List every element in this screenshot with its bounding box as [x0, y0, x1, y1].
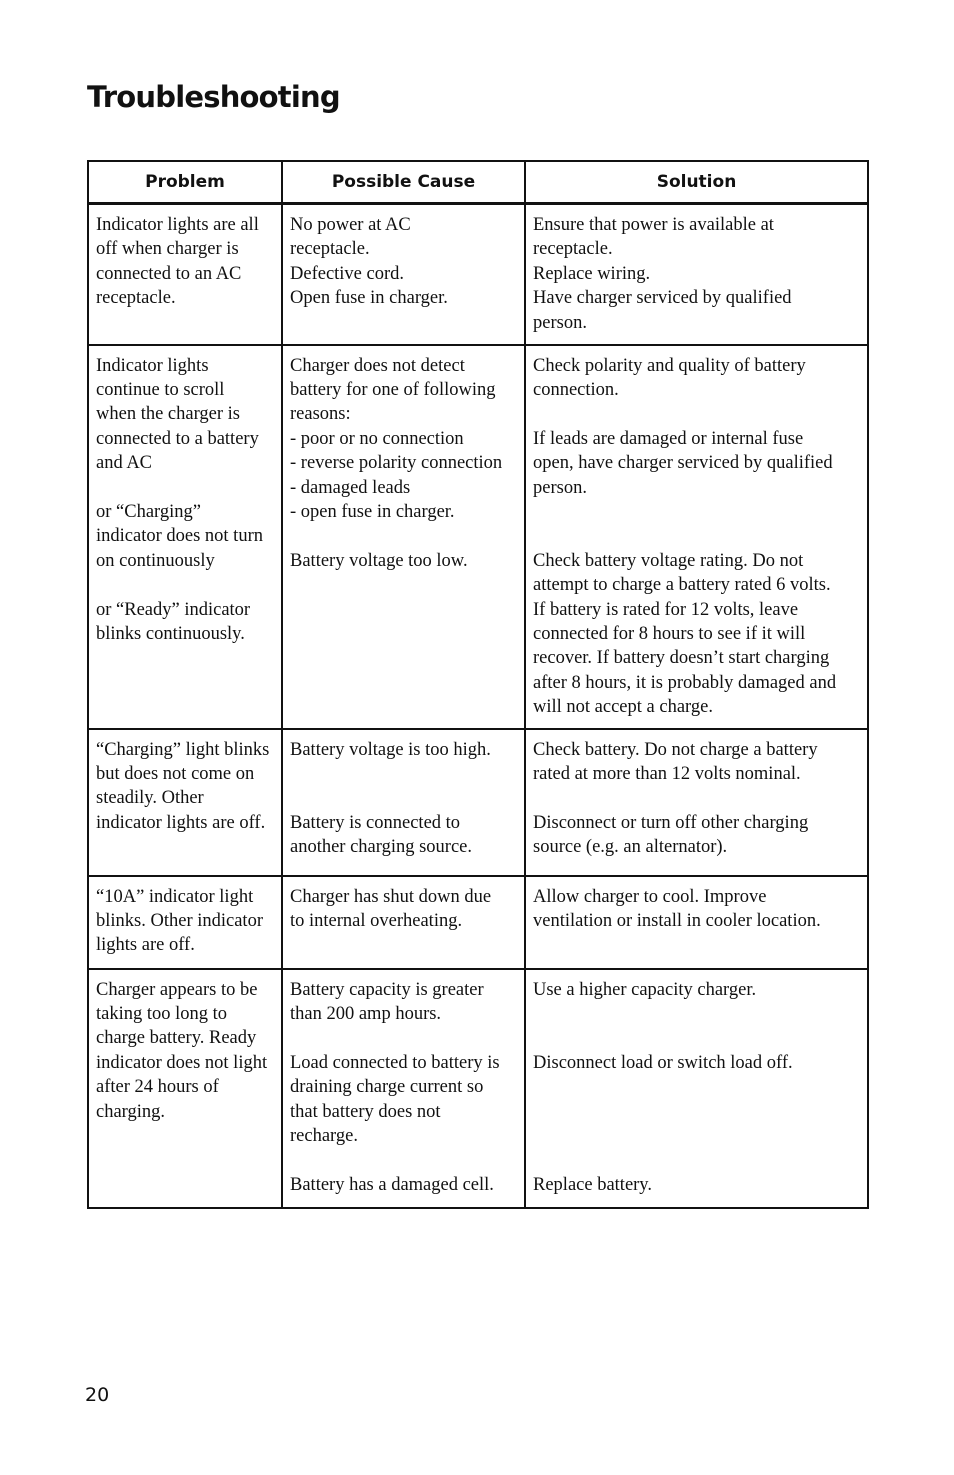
problem-cell: “Charging” light blinks but does not come on steadily. Other indicator lights are off. — [88, 729, 282, 876]
table-row — [88, 876, 868, 969]
problem-cell: Charger appears to be taking too long to charge battery. Ready indicator does not light after 24 hours of charging. — [88, 969, 282, 1208]
troubleshooting-table — [87, 160, 869, 1209]
solution-cell: Use a higher capacity charger. Disconnect load or switch load off. Replace battery. — [525, 969, 868, 1208]
solution-cell: Allow charger to cool. Improve ventilation or install in cooler location. — [525, 876, 868, 969]
problem-cell: “10A” indicator light blinks. Other indicator lights are off. — [88, 876, 282, 969]
table-row — [88, 729, 868, 876]
cause-cell: Charger has shut down due to internal overheating. — [282, 876, 525, 969]
cause-cell: No power at AC receptacle. Defective cord. Open fuse in charger. — [282, 204, 525, 345]
table-row — [88, 345, 868, 729]
table-row — [88, 204, 868, 345]
table-header-row — [88, 161, 868, 204]
cause-cell: Charger does not detect battery for one of following reasons: - poor or no connection - reverse polarity connection - damaged leads - open fuse in charger. Battery voltage too low. — [282, 345, 525, 729]
solution-cell: Ensure that power is available at receptacle. Replace wiring. Have charger serviced by qualified person. — [525, 204, 868, 345]
header-problem: Problem — [88, 161, 282, 204]
table-row — [88, 969, 868, 1208]
header-solution: Solution — [525, 161, 868, 204]
cause-cell: Battery voltage is too high. Battery is connected to another charging source. — [282, 729, 525, 876]
cause-cell: Battery capacity is greater than 200 amp hours. Load connected to battery is draining charge current so that battery does not recharge. Battery has a damaged cell. — [282, 969, 525, 1208]
header-possible-cause: Possible Cause — [282, 161, 525, 204]
problem-cell: Indicator lights are all off when charger is connected to an AC receptacle. — [88, 204, 282, 345]
solution-cell: Check battery. Do not charge a battery rated at more than 12 volts nominal. Disconnect or turn off other charging source (e.g. an alternator). — [525, 729, 868, 876]
page-title: Troubleshooting — [87, 80, 340, 114]
solution-cell: Check polarity and quality of battery connection. If leads are damaged or internal fuse open, have charger serviced by qualified person. Check battery voltage rating. Do not attempt to charge a battery rated 6 volts. If battery is rated for 12 volts, leave connected for 8 hours to see if it will recover. If battery doesn’t start charging after 8 hours, it is probably damaged and will not accept a charge. — [525, 345, 868, 729]
page-number: 20 — [85, 1384, 110, 1406]
problem-cell: Indicator lights continue to scroll when the charger is connected to a battery and AC or “Charging” indicator does not turn on continuously or “Ready” indicator blinks continuously. — [88, 345, 282, 729]
